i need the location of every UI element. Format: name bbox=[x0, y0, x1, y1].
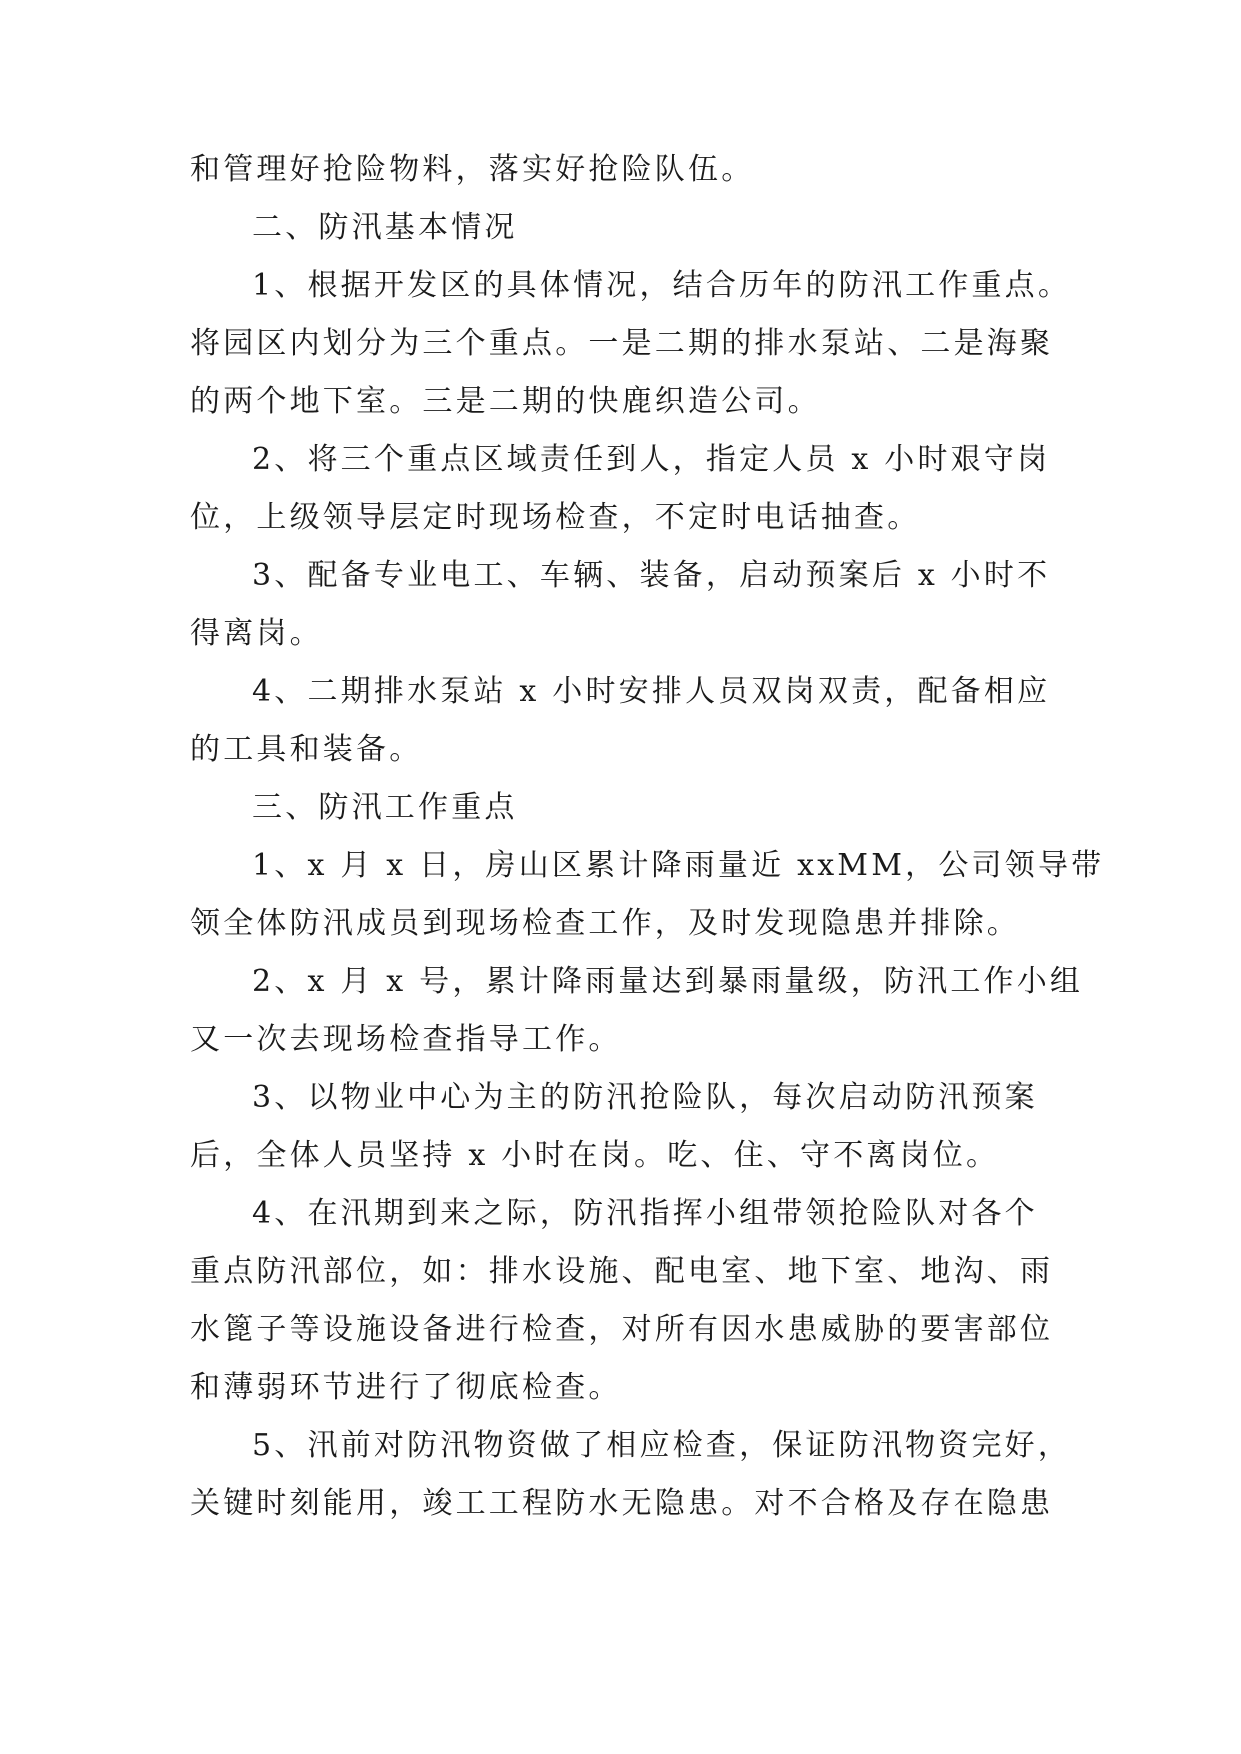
text-line: 和薄弱环节进行了彻底检查。 bbox=[190, 1370, 622, 1405]
text-line: 将园区内划分为三个重点。一是二期的排水泵站、二是海聚 bbox=[190, 326, 1054, 361]
text-line: 4、在汛期到来之际，防汛指挥小组带领抢险队对各个 bbox=[252, 1196, 1038, 1231]
text-line: 3、以物业中心为主的防汛抢险队，每次启动防汛预案 bbox=[252, 1080, 1038, 1115]
text-line: 4、二期排水泵站 x 小时安排人员双岗双责，配备相应 bbox=[252, 674, 1051, 709]
text-line: 后，全体人员坚持 x 小时在岗。吃、住、守不离岗位。 bbox=[190, 1138, 1000, 1173]
text-line: 领全体防汛成员到现场检查工作，及时发现隐患并排除。 bbox=[190, 906, 1020, 941]
text-line: 2、x 月 x 号，累计降雨量达到暴雨量级，防汛工作小组 bbox=[252, 964, 1084, 999]
text-line: 2、将三个重点区域责任到人，指定人员 x 小时艰守岗 bbox=[252, 442, 1051, 477]
text-line: 5、汛前对防汛物资做了相应检查，保证防汛物资完好， bbox=[252, 1428, 1072, 1463]
text-line: 1、根据开发区的具体情况，结合历年的防汛工作重点。 bbox=[252, 268, 1072, 303]
text-line: 和管理好抢险物料，落实好抢险队伍。 bbox=[190, 152, 755, 187]
text-line: 的工具和装备。 bbox=[190, 732, 423, 767]
text-line: 1、x 月 x 日，房山区累计降雨量近 xxMM，公司领导带 bbox=[252, 848, 1105, 883]
text-line: 又一次去现场检查指导工作。 bbox=[190, 1022, 622, 1057]
text-line: 位，上级领导层定时现场检查，不定时电话抽查。 bbox=[190, 500, 921, 535]
text-line: 得离岗。 bbox=[190, 616, 323, 651]
text-line: 关键时刻能用，竣工工程防水无隐患。对不合格及存在隐患 bbox=[190, 1486, 1054, 1521]
text-line: 水篦子等设施设备进行检查，对所有因水患威胁的要害部位 bbox=[190, 1312, 1054, 1347]
section-heading: 三、防汛工作重点 bbox=[252, 790, 518, 825]
text-line: 重点防汛部位，如：排水设施、配电室、地下室、地沟、雨 bbox=[190, 1254, 1054, 1289]
text-line: 3、配备专业电工、车辆、装备，启动预案后 x 小时不 bbox=[252, 558, 1051, 593]
text-line: 的两个地下室。三是二期的快鹿织造公司。 bbox=[190, 384, 821, 419]
section-heading: 二、防汛基本情况 bbox=[252, 210, 518, 245]
